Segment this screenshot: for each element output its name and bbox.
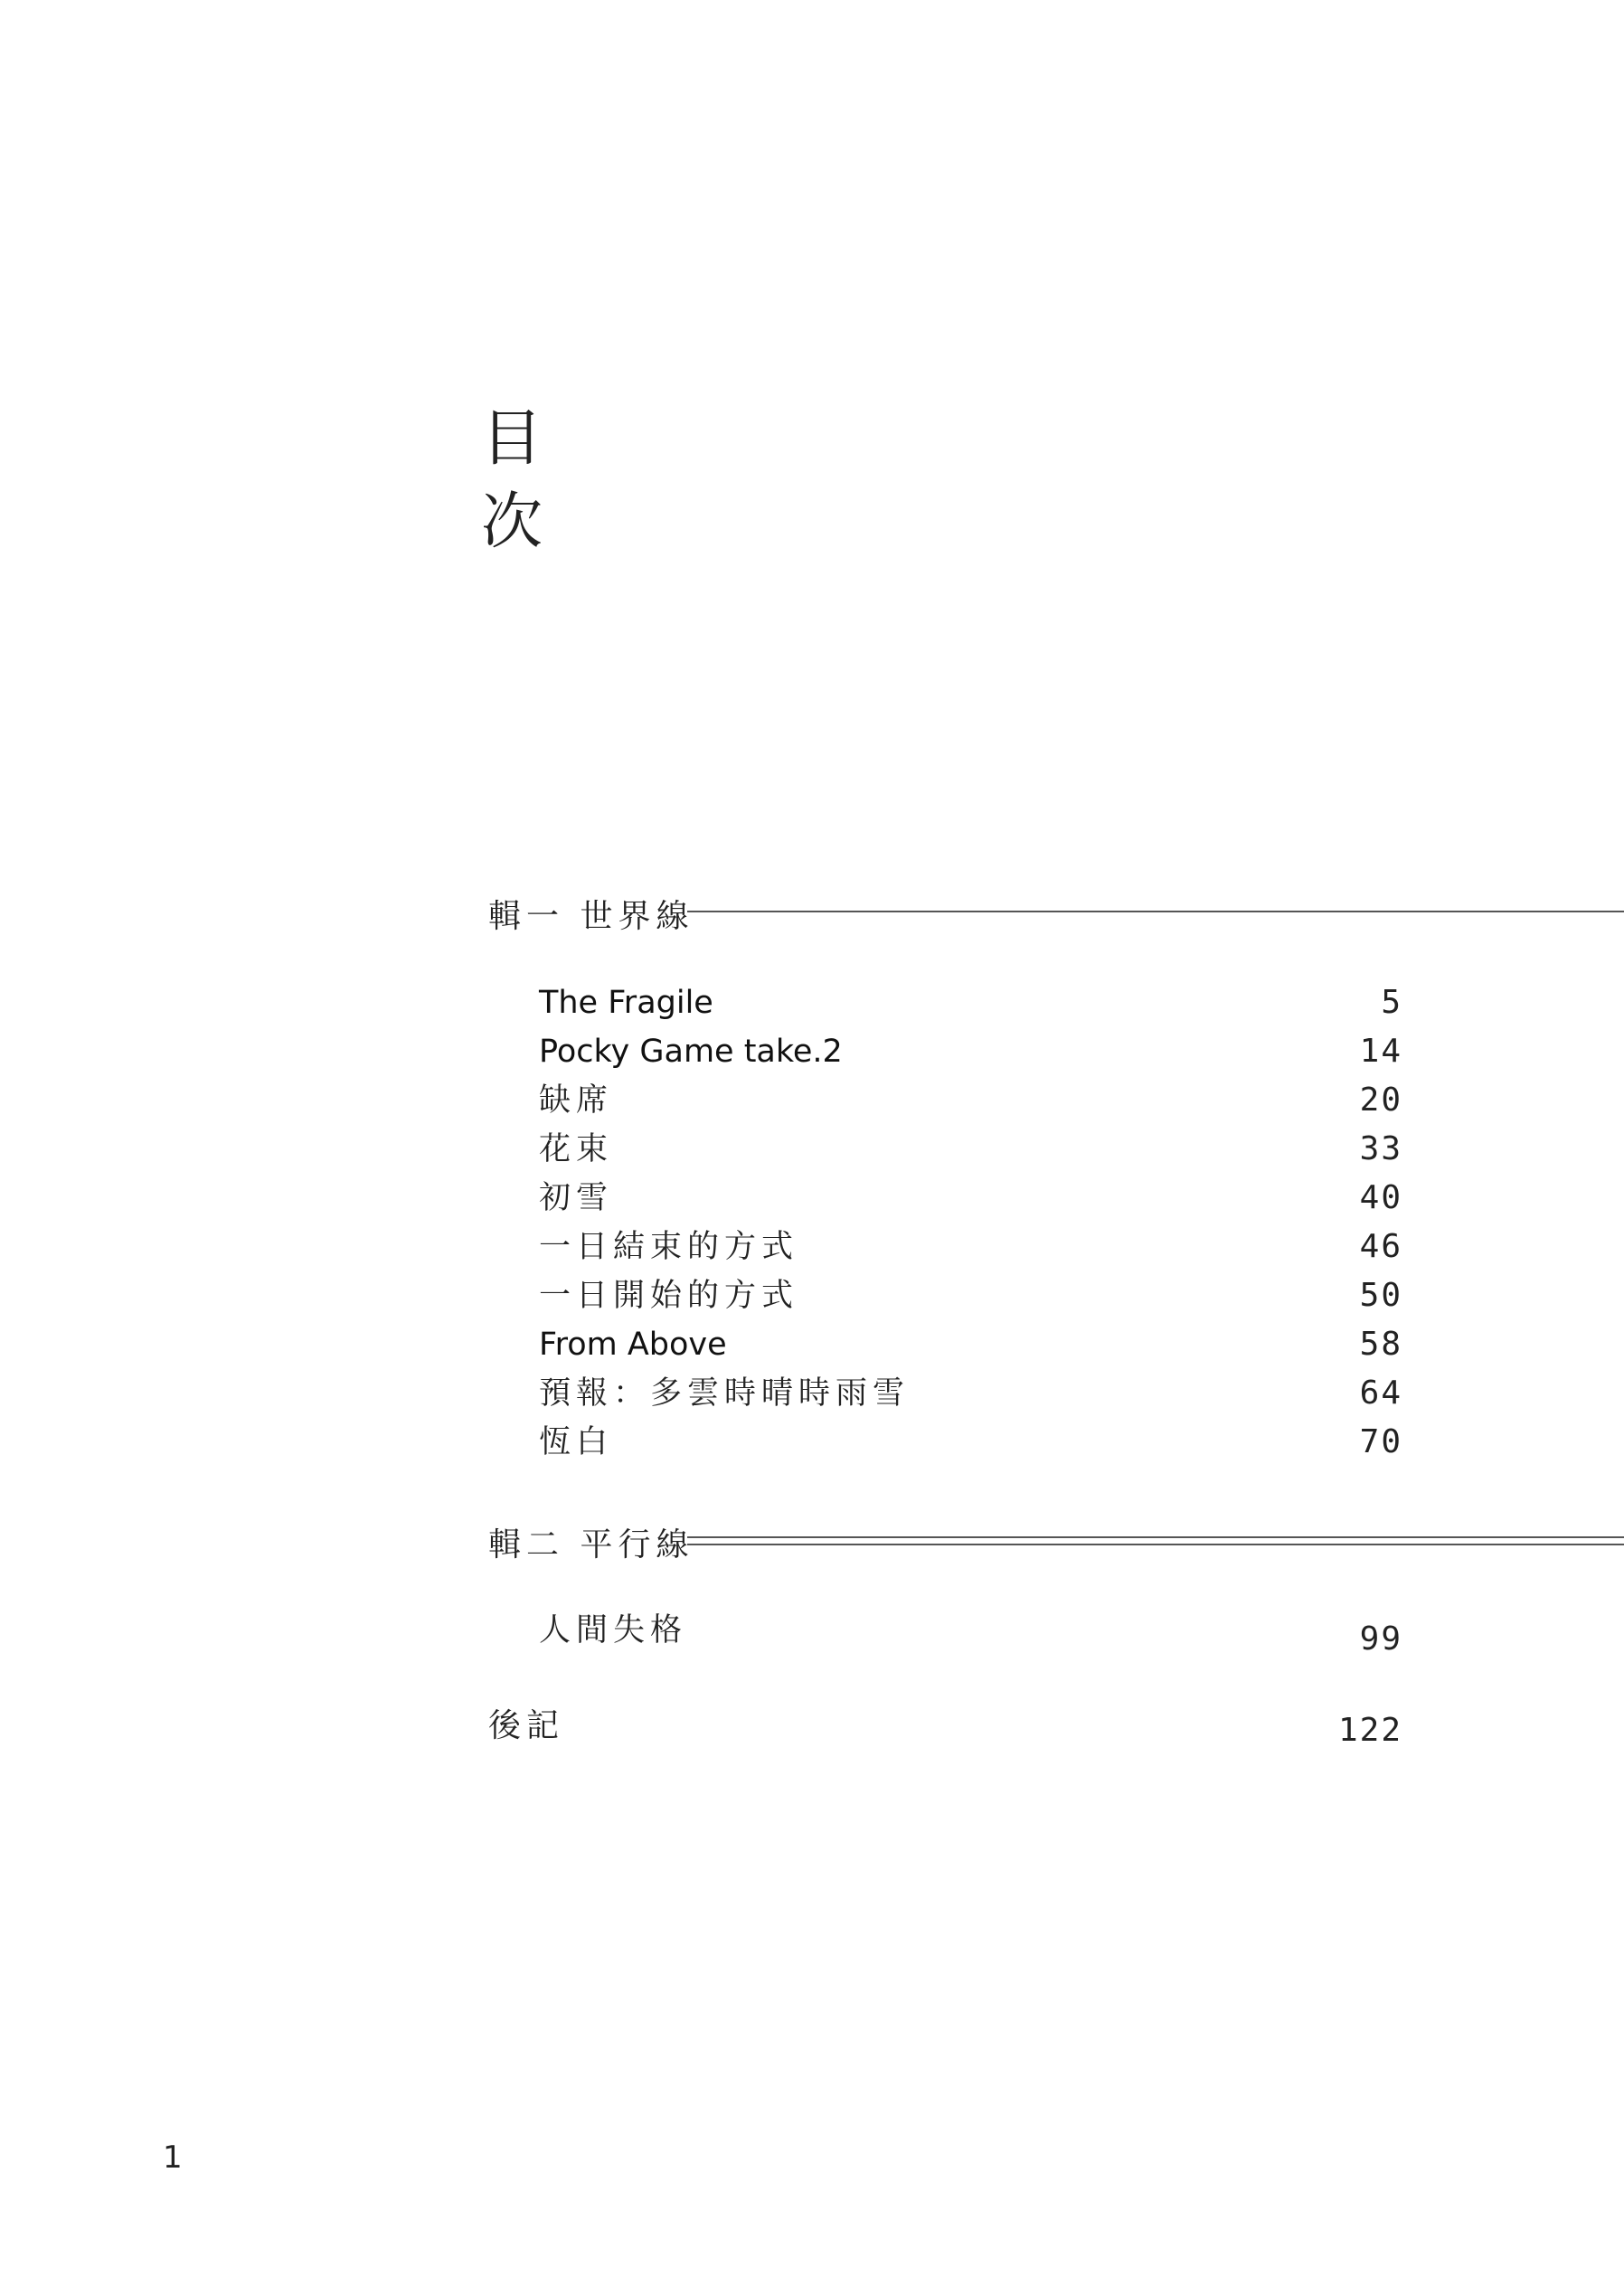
toc-entry-title: 初雪 (539, 1180, 614, 1216)
afterword-page: 122 (1337, 1712, 1402, 1749)
toc-entry-page: 99 (1359, 1620, 1402, 1658)
toc-entry-page: 20 (1359, 1082, 1402, 1119)
toc-entry-title: 一日開始的方式 (539, 1278, 799, 1314)
section-label: 輯一 世界線 (488, 897, 694, 935)
toc-entry[interactable] (539, 1369, 1402, 1418)
toc-entry-title: 人間失格 (539, 1612, 688, 1648)
section-label: 輯二 平行線 (488, 1526, 694, 1563)
toc-entry[interactable] (539, 1418, 1402, 1467)
toc-entry-title: From Above (539, 1327, 727, 1363)
toc-entry-title: 預報：多雲時晴時雨雪 (539, 1375, 911, 1412)
section-divider-double (687, 1536, 1624, 1545)
toc-entry-title: 恆白 (539, 1424, 614, 1460)
toc-entry[interactable] (539, 978, 1402, 1027)
toc-title (481, 398, 553, 564)
toc-entry[interactable] (539, 1076, 1402, 1125)
toc-title-char-1: 目 (481, 403, 543, 475)
toc-entry-title: The Fragile (539, 985, 713, 1021)
afterword-title[interactable]: 後記 (488, 1707, 565, 1744)
toc-entry-page: 46 (1359, 1228, 1402, 1265)
toc-entry[interactable] (539, 1174, 1402, 1223)
toc-entry[interactable] (539, 1027, 1402, 1076)
toc-entry[interactable] (539, 1223, 1402, 1271)
toc-title-char-2: 次 (481, 486, 543, 558)
section-heading-world-line (488, 886, 694, 940)
toc-entry-page: 70 (1359, 1423, 1402, 1460)
toc-entry-title: Pocky Game take.2 (539, 1034, 843, 1070)
toc-entry-page: 33 (1359, 1130, 1402, 1167)
toc-entry[interactable] (539, 1606, 1402, 1658)
toc-entry-page: 14 (1359, 1033, 1402, 1070)
toc-entry[interactable] (539, 1271, 1402, 1320)
toc-entry-title: 缺席 (539, 1082, 614, 1119)
toc-entry-page: 58 (1359, 1326, 1402, 1363)
toc-entry[interactable] (539, 1125, 1402, 1174)
toc-entry-title: 花束 (539, 1131, 614, 1167)
toc-entry-page: 40 (1359, 1179, 1402, 1216)
section-heading-parallel-line (488, 1515, 694, 1569)
toc-entry[interactable] (539, 1320, 1402, 1369)
toc-entry-page: 5 (1381, 984, 1402, 1021)
toc-entry-page: 64 (1359, 1374, 1402, 1412)
page-number: 1 (163, 2140, 183, 2176)
toc-entry-page: 50 (1359, 1277, 1402, 1314)
toc-entry-title: 一日結束的方式 (539, 1229, 799, 1265)
section-divider-single (687, 911, 1624, 912)
